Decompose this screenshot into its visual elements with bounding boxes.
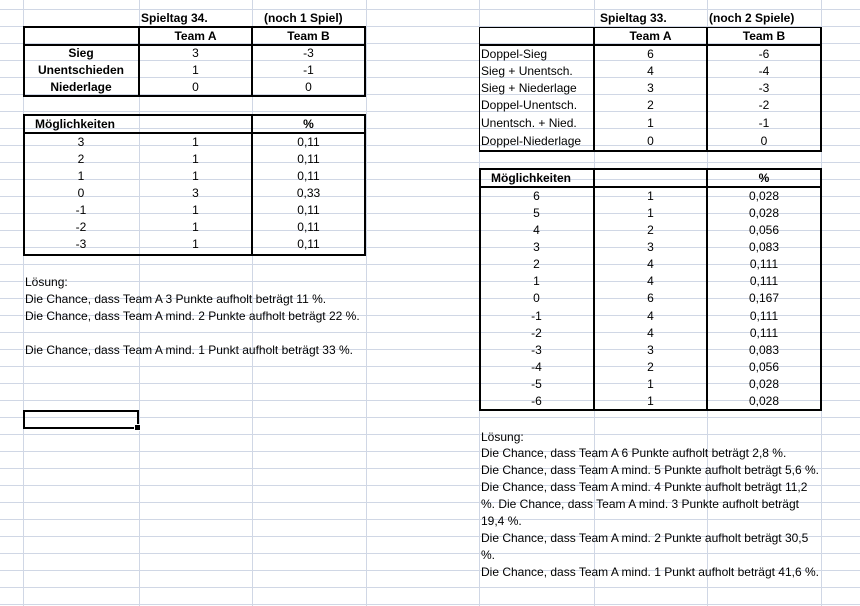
right-result-label[interactable]: Doppel-Unentsch.: [481, 98, 578, 112]
left-results-border: [23, 26, 366, 97]
left-solution-line[interactable]: Die Chance, dass Team A 3 Punkte aufholt beträgt 11 %.: [25, 292, 327, 306]
right-poss-points[interactable]: 0: [533, 291, 540, 305]
left-possibilities-col-divider: [251, 114, 253, 256]
right-poss-percent[interactable]: 0,056: [748, 360, 780, 374]
right-team-a-header[interactable]: Team A: [629, 29, 672, 43]
right-possibilities-header[interactable]: Möglichkeiten: [491, 171, 572, 185]
right-poss-points[interactable]: 1: [533, 274, 540, 288]
right-result-label[interactable]: Doppel-Niederlage: [481, 134, 582, 148]
left-poss-percent[interactable]: 0,11: [297, 203, 320, 217]
right-poss-points[interactable]: -6: [531, 394, 542, 408]
left-possibilities-divider: [23, 132, 366, 134]
left-poss-points[interactable]: -2: [75, 220, 87, 234]
left-poss-percent[interactable]: 0,11: [297, 169, 320, 183]
right-result-label[interactable]: Sieg + Unentsch.: [481, 64, 573, 78]
right-poss-count[interactable]: 2: [647, 360, 654, 374]
left-percent-header[interactable]: %: [303, 117, 314, 131]
left-poss-points[interactable]: -1: [75, 203, 87, 217]
right-poss-count[interactable]: 3: [647, 240, 654, 254]
right-percent-header[interactable]: %: [758, 171, 770, 185]
left-result-team-b[interactable]: 0: [305, 80, 312, 94]
fill-handle[interactable]: [134, 424, 141, 431]
right-result-team-b[interactable]: -6: [758, 47, 770, 61]
right-remaining-games[interactable]: (noch 2 Spiele): [709, 11, 795, 25]
right-poss-points[interactable]: 3: [533, 240, 540, 254]
right-possibilities-col-divider: [706, 168, 708, 411]
right-result-team-a[interactable]: 6: [647, 47, 654, 61]
right-poss-count[interactable]: 4: [647, 274, 654, 288]
right-results-right-border: [820, 27, 822, 152]
right-poss-percent[interactable]: 0,028: [748, 394, 780, 408]
right-poss-points[interactable]: -3: [531, 343, 542, 357]
right-solution-line[interactable]: Die Chance, dass Team A mind. 2 Punkte aufholt beträgt 30,5 %.: [481, 531, 809, 562]
left-results-divider: [23, 44, 366, 46]
right-poss-count[interactable]: 4: [647, 257, 654, 271]
right-poss-points[interactable]: 4: [533, 223, 540, 237]
left-poss-count[interactable]: 3: [192, 186, 199, 200]
right-team-b-header[interactable]: Team B: [742, 29, 786, 43]
right-result-team-a[interactable]: 4: [647, 64, 654, 78]
left-poss-percent[interactable]: 0,11: [297, 220, 320, 234]
right-poss-points[interactable]: 2: [533, 257, 540, 271]
right-result-team-b[interactable]: -3: [758, 81, 770, 95]
right-result-team-a[interactable]: 3: [647, 81, 654, 95]
right-poss-percent[interactable]: 0,167: [748, 291, 780, 305]
left-result-label[interactable]: Niederlage: [50, 80, 112, 94]
right-poss-percent[interactable]: 0,028: [748, 189, 780, 203]
right-solution-line[interactable]: Die Chance, dass Team A mind. 5 Punkte aufholt beträgt 5,6 %. Die Chance, dass Team A mind. 4 Punkte aufholt beträgt 11,2 %. Die Chance, dass Team A mind. 3 Punkte aufholt beträgt 19,4 %.: [481, 463, 819, 528]
right-result-team-b[interactable]: 0: [760, 134, 768, 148]
left-results-col-divider: [251, 26, 253, 97]
right-result-label[interactable]: Doppel-Sieg: [481, 47, 548, 61]
left-poss-points[interactable]: 1: [77, 169, 85, 183]
right-result-team-a[interactable]: 2: [647, 98, 654, 112]
left-poss-count[interactable]: 1: [192, 203, 199, 217]
right-poss-points[interactable]: -5: [531, 377, 542, 391]
right-result-team-a[interactable]: 1: [647, 116, 654, 130]
right-results-left-border: [479, 27, 480, 152]
right-poss-count[interactable]: 4: [647, 326, 654, 340]
right-possibilities-border: [479, 168, 822, 411]
right-poss-percent[interactable]: 0,111: [749, 326, 779, 340]
left-possibilities-header[interactable]: Möglichkeiten: [35, 117, 116, 131]
left-poss-count[interactable]: 1: [192, 152, 199, 166]
selected-cell[interactable]: [23, 410, 139, 429]
left-result-team-b[interactable]: -3: [303, 46, 314, 60]
right-poss-points[interactable]: 5: [533, 206, 540, 220]
right-poss-count[interactable]: 2: [647, 223, 654, 237]
right-poss-percent[interactable]: 0,028: [748, 206, 780, 220]
right-poss-percent[interactable]: 0,056: [748, 223, 780, 237]
right-poss-percent[interactable]: 0,111: [749, 274, 779, 288]
right-poss-points[interactable]: -2: [531, 326, 542, 340]
left-team-a-header[interactable]: Team A: [174, 29, 217, 43]
right-poss-count[interactable]: 1: [647, 394, 654, 408]
left-poss-points[interactable]: -3: [75, 237, 87, 251]
right-solution-line[interactable]: Die Chance, dass Team A 6 Punkte aufholt beträgt 2,8 %.: [481, 446, 787, 460]
right-poss-count[interactable]: 1: [647, 377, 654, 391]
right-poss-points[interactable]: -1: [531, 309, 542, 323]
right-results-col-divider: [593, 27, 595, 152]
left-poss-percent[interactable]: 0,11: [297, 135, 320, 149]
right-poss-points[interactable]: 6: [533, 189, 540, 203]
left-result-label[interactable]: Sieg: [68, 46, 94, 60]
left-spieltag-label[interactable]: Spieltag 34.: [141, 11, 208, 25]
right-solution-title[interactable]: Lösung:: [481, 430, 524, 444]
right-poss-percent[interactable]: 0,111: [749, 309, 779, 323]
right-solution-line[interactable]: Die Chance, dass Team A mind. 1 Punkt aufholt beträgt 41,6 %.: [481, 565, 819, 579]
right-poss-percent[interactable]: 0,083: [748, 343, 780, 357]
right-results-top-border: [479, 27, 821, 28]
left-result-team-a[interactable]: 0: [192, 80, 199, 94]
left-poss-points[interactable]: 0: [77, 186, 85, 200]
left-results-col-divider: [138, 26, 140, 97]
right-poss-count[interactable]: 6: [647, 291, 654, 305]
right-poss-percent[interactable]: 0,083: [748, 240, 780, 254]
right-spieltag-label[interactable]: Spieltag 33.: [600, 11, 667, 25]
right-possibilities-col-divider: [593, 168, 595, 411]
right-poss-percent[interactable]: 0,028: [748, 377, 780, 391]
left-solution-title[interactable]: Lösung:: [25, 275, 68, 289]
left-poss-percent[interactable]: 0,33: [296, 186, 321, 200]
right-poss-count[interactable]: 1: [647, 189, 654, 203]
right-poss-count[interactable]: 1: [647, 206, 654, 220]
left-poss-points[interactable]: 2: [77, 152, 85, 166]
left-poss-count[interactable]: 1: [192, 237, 199, 251]
left-result-team-b[interactable]: -1: [303, 63, 314, 77]
right-result-team-b[interactable]: -2: [758, 98, 770, 112]
left-result-team-a[interactable]: 3: [192, 46, 199, 60]
left-solution-line[interactable]: Die Chance, dass Team A mind. 2 Punkte aufholt beträgt 22 %.: [25, 309, 360, 323]
left-solution-line[interactable]: Die Chance, dass Team A mind. 1 Punkt aufholt beträgt 33 %.: [25, 343, 353, 357]
left-poss-points[interactable]: 3: [77, 135, 85, 149]
right-results-bottom-border: [479, 150, 821, 152]
left-poss-count[interactable]: 1: [192, 169, 199, 183]
right-possibilities-divider: [479, 186, 822, 188]
right-results-divider: [479, 44, 821, 46]
left-remaining-games[interactable]: (noch 1 Spiel): [264, 11, 343, 25]
right-poss-count[interactable]: 3: [647, 343, 654, 357]
right-results-col-divider: [706, 27, 708, 152]
right-result-team-a[interactable]: 0: [647, 134, 654, 148]
left-poss-percent[interactable]: 0,11: [297, 152, 320, 166]
left-poss-count[interactable]: 1: [192, 220, 199, 234]
right-poss-percent[interactable]: 0,111: [749, 257, 779, 271]
left-result-label[interactable]: Unentschieden: [37, 63, 124, 77]
right-result-team-b[interactable]: -4: [758, 64, 770, 78]
right-poss-count[interactable]: 4: [647, 309, 654, 323]
left-result-team-a[interactable]: 1: [192, 63, 199, 77]
right-poss-points[interactable]: -4: [531, 360, 542, 374]
left-poss-percent[interactable]: 0,11: [297, 237, 320, 251]
right-result-label[interactable]: Sieg + Niederlage: [481, 81, 577, 95]
left-team-b-header[interactable]: Team B: [287, 29, 330, 43]
right-result-team-b[interactable]: -1: [758, 116, 770, 130]
right-result-label[interactable]: Unentsch. + Nied.: [481, 116, 577, 130]
left-poss-count[interactable]: 1: [192, 135, 199, 149]
left-possibilities-border: [23, 114, 366, 256]
